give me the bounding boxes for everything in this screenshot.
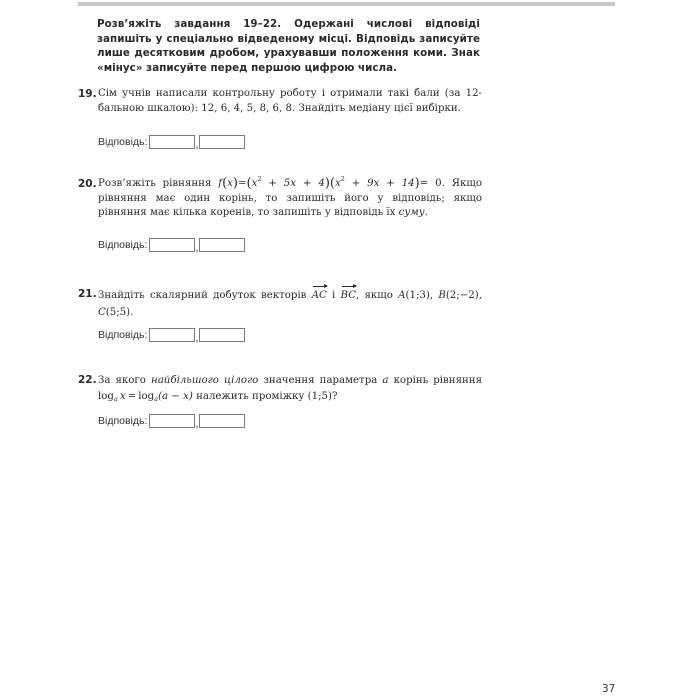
answer-integer-box[interactable] [149, 328, 195, 342]
answer-20 [98, 236, 245, 254]
task-19 [78, 87, 482, 116]
parameter-a: a [382, 375, 389, 386]
answer-decimal-box[interactable] [199, 238, 245, 252]
task-number: 19. [78, 88, 97, 100]
emphasis-sum: суму [398, 207, 425, 219]
answer-label: Відповідь: [98, 136, 148, 148]
task-21 [78, 287, 482, 321]
task-text: Сім учнів написали контрольну роботу і отримали такі бали (за 12-бальною шкалою): 12, 6, 4, 5, 8, 6, 8. Знайдіть медіану цієї вибірки. [98, 88, 482, 114]
emphasis-largest-integer: найбільшого цілого [151, 375, 259, 386]
answer-integer-box[interactable] [149, 414, 195, 428]
decimal-comma: , [195, 418, 199, 430]
point-a: A(1;3) [398, 290, 430, 301]
vector-bc: BC [341, 287, 356, 304]
task-20 [78, 177, 482, 221]
answer-integer-box[interactable] [149, 135, 195, 149]
answer-19 [98, 133, 245, 151]
top-divider [78, 2, 615, 6]
task-22 [78, 373, 482, 404]
equation-formula: $f(x)=(x^2 + 5x + 4)(x^2 + 9x + 14)= 0$ [218, 175, 442, 191]
decimal-comma: , [195, 139, 199, 151]
task-text: Знайдіть скалярний добуток векторів AC і BC, якщо A(1;3), B(2;−2), C(5;5). [98, 287, 482, 321]
answer-decimal-box[interactable] [199, 328, 245, 342]
task-number: 20. [78, 178, 97, 190]
answer-decimal-box[interactable] [199, 414, 245, 428]
answer-22 [98, 412, 245, 430]
task-number: 21. [78, 288, 97, 300]
point-c: C(5;5) [98, 307, 131, 318]
decimal-comma: , [195, 332, 199, 344]
task-text: За якого найбільшого цілого значення параметра a корінь рівняння $\log_a x = \log_a(a - x)$ належить проміжку (1;5)? [98, 375, 482, 403]
answer-label: Відповідь: [98, 239, 148, 251]
log-equation: $\log_a x = \log_a(a - x)$ [98, 390, 193, 403]
vector-ac: AC [312, 287, 327, 304]
interval: (1;5) [307, 390, 333, 402]
answer-integer-box[interactable] [149, 238, 195, 252]
page-number: 37 [602, 683, 616, 695]
answer-decimal-box[interactable] [199, 135, 245, 149]
instructions: Розв’яжіть завдання 19–22. Одержані числові відповіді запишіть у спеціально відведеному місці. Відповідь записуйте лише десятковим дробом, урахувавши положення коми. Знак «мінус» записуйте перед першою цифрою числа. [97, 18, 480, 74]
answer-label: Відповідь: [98, 415, 148, 427]
decimal-comma: , [195, 242, 199, 254]
task-text: Розв’яжіть рівняння $f(x)=(x^2 + 5x + 4)(x^2 + 9x + 14)= 0$. Якщо рівняння має один корінь, то запишіть його у відповідь; якщо рівняння має кілька коренів, то запишіть у відповідь їх суму. [98, 175, 482, 219]
answer-label: Відповідь: [98, 329, 148, 341]
answer-21 [98, 326, 245, 344]
task-number: 22. [78, 374, 97, 386]
point-b: B(2;−2) [438, 290, 479, 301]
